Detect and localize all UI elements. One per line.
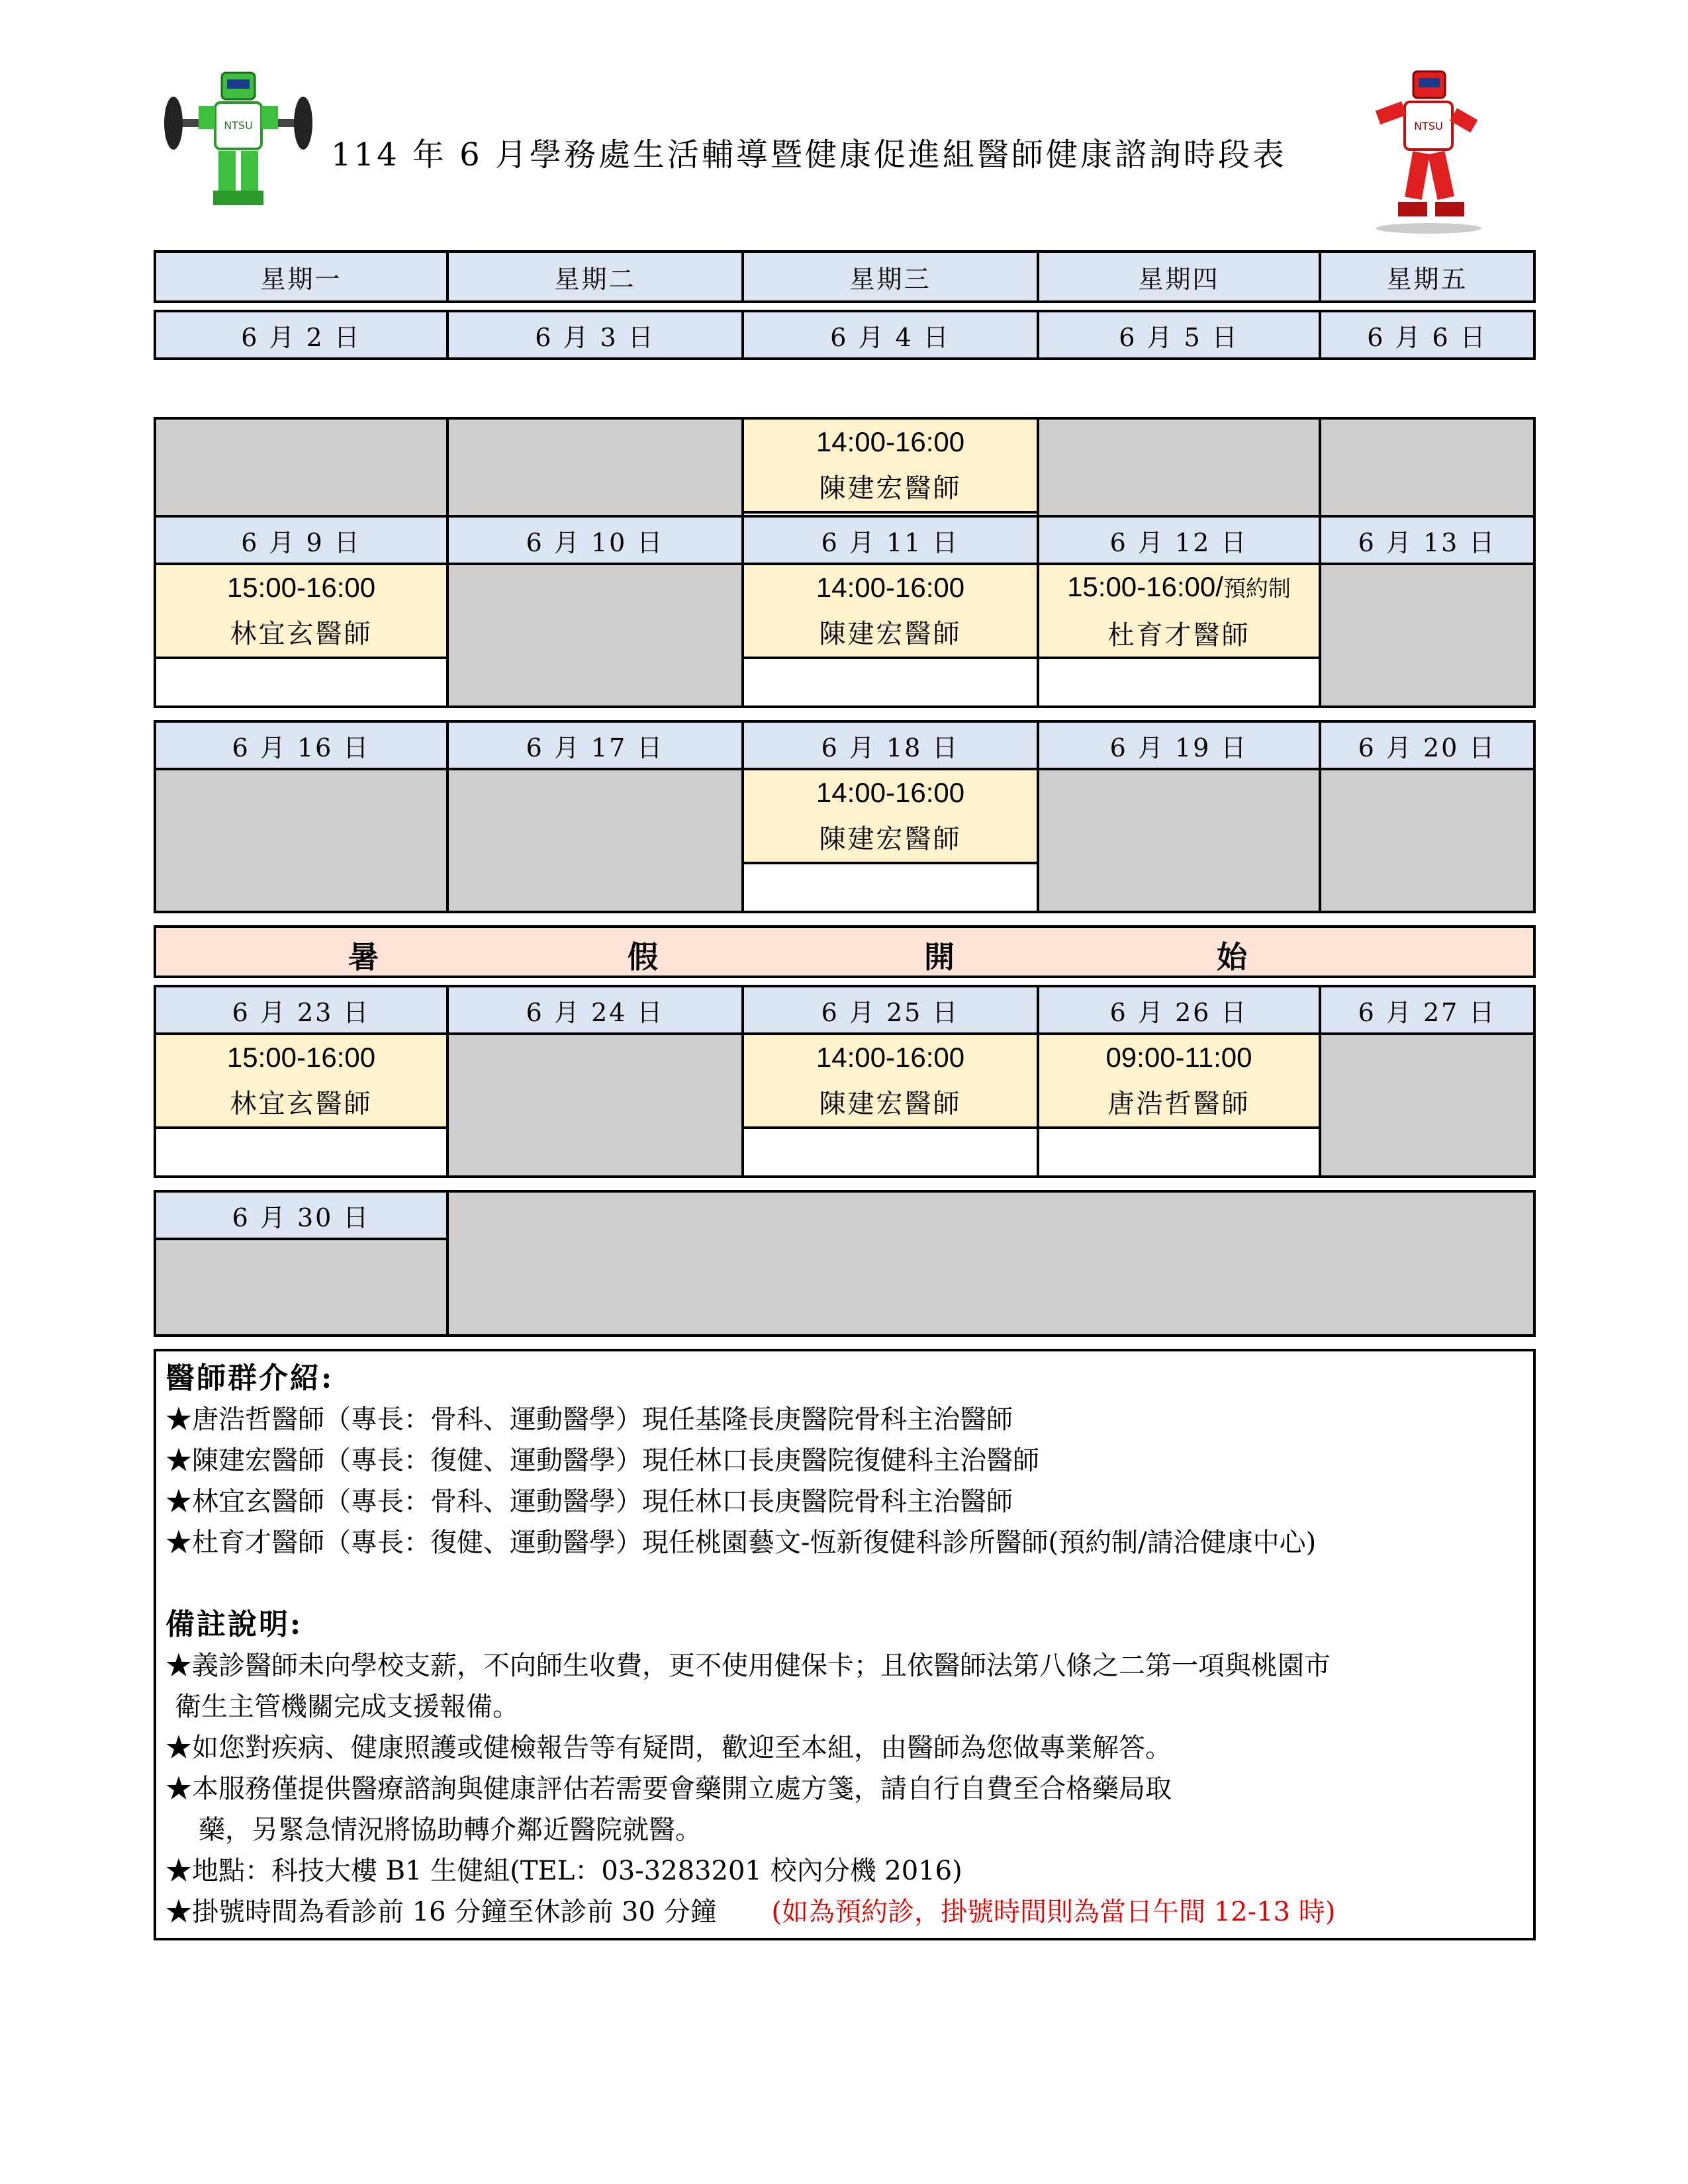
closed-cell bbox=[446, 563, 744, 708]
blank-cell bbox=[154, 657, 449, 708]
consult-slot bbox=[154, 563, 449, 659]
slot-time: 14:00-16:00 bbox=[816, 777, 965, 808]
robot-red-runner-icon bbox=[1350, 66, 1503, 238]
remark-line: ★義診醫師未向學校支薪，不向師生收費，更不使用健保卡；且依醫師法第八條之二第一項與桃園市 bbox=[165, 1651, 1331, 1681]
weekday-header: 星期二 bbox=[446, 250, 744, 303]
banner-char: 假 bbox=[628, 939, 658, 975]
remark-line: 衛生主管機關完成支援報備。 bbox=[175, 1692, 519, 1722]
weekday-header: 星期一 bbox=[154, 250, 449, 303]
banner-char: 暑 bbox=[348, 939, 379, 975]
slot-time: 14:00-16:00 bbox=[816, 1042, 965, 1073]
remark-line: ★如您對疾病、健康照護或健檢報告等有疑問，歡迎至本組，由醫師為您做專業解答。 bbox=[165, 1733, 1172, 1763]
consult-slot bbox=[741, 768, 1039, 864]
consult-slot bbox=[741, 563, 1039, 659]
slot-note: 預約制 bbox=[1223, 575, 1291, 602]
date-cell: 6 月 23 日 bbox=[154, 985, 449, 1035]
weekday-header: 星期三 bbox=[741, 250, 1039, 303]
date-cell: 6 月 17 日 bbox=[446, 720, 744, 770]
doctor-intro: ★唐浩哲醫師（專長：骨科、運動醫學）現任基隆長庚醫院骨科主治醫師 bbox=[165, 1404, 1013, 1435]
date-cell: 6 月 3 日 bbox=[446, 310, 744, 360]
date-cell: 6 月 30 日 bbox=[154, 1190, 449, 1240]
consult-slot bbox=[741, 417, 1039, 514]
slot-doctor: 陳建宏醫師 bbox=[819, 619, 962, 649]
svg-text:NTSU: NTSU bbox=[1414, 120, 1443, 132]
blank-cell bbox=[741, 657, 1039, 708]
robot-green-weightlifter-icon bbox=[159, 66, 318, 218]
consult-slot bbox=[1037, 1032, 1321, 1129]
slot-time: 15:00-16:00 bbox=[226, 572, 376, 603]
blank-cell bbox=[741, 862, 1039, 913]
slot-doctor: 陳建宏醫師 bbox=[819, 824, 962, 854]
notes-section bbox=[154, 1349, 1536, 1940]
date-cell: 6 月 16 日 bbox=[154, 720, 449, 770]
closed-cell bbox=[1319, 1032, 1536, 1178]
doctor-intro: ★林宜玄醫師（專長：骨科、運動醫學）現任林口長庚醫院骨科主治醫師 bbox=[165, 1486, 1013, 1517]
closed-cell bbox=[446, 1032, 744, 1178]
date-cell: 6 月 5 日 bbox=[1037, 310, 1321, 360]
slot-doctor: 林宜玄醫師 bbox=[230, 1089, 373, 1119]
closed-cell bbox=[1319, 563, 1536, 708]
doctors-heading: 醫師群介紹: bbox=[165, 1361, 334, 1395]
blank-cell bbox=[154, 1126, 449, 1178]
slot-time: 15:00-16:00 bbox=[226, 1042, 376, 1073]
consult-slot bbox=[154, 1032, 449, 1129]
slot-time: 09:00-11:00 bbox=[1105, 1042, 1252, 1073]
date-cell: 6 月 18 日 bbox=[741, 720, 1039, 770]
weekday-header: 星期五 bbox=[1319, 250, 1536, 303]
doctor-intro: ★杜育才醫師（專長：復健、運動醫學）現任桃園藝文-恆新復健科診所醫師(預約制/請洽健康中心) bbox=[165, 1527, 1317, 1558]
closed-cell bbox=[446, 1190, 1536, 1337]
slot-time: 15:00-16:00/ bbox=[1067, 570, 1223, 602]
registration-time: ★掛號時間為看診前 16 分鐘至休診前 30 分鐘 bbox=[165, 1897, 717, 1927]
doctor-intro: ★陳建宏醫師（專長：復健、運動醫學）現任林口長庚醫院復健科主治醫師 bbox=[165, 1445, 1039, 1476]
slot-doctor: 杜育才醫師 bbox=[1107, 619, 1250, 651]
date-cell: 6 月 4 日 bbox=[741, 310, 1039, 360]
consult-slot bbox=[741, 1032, 1039, 1129]
closed-cell bbox=[1037, 768, 1321, 913]
appointment-note: (如為預約診，掛號時間則為當日午間 12-13 時) bbox=[771, 1897, 1336, 1927]
date-cell: 6 月 13 日 bbox=[1319, 515, 1536, 565]
blank-cell bbox=[741, 1126, 1039, 1178]
slot-time: 14:00-16:00 bbox=[816, 572, 965, 603]
banner-char: 開 bbox=[924, 939, 955, 975]
date-cell: 6 月 2 日 bbox=[154, 310, 449, 360]
slot-doctor: 林宜玄醫師 bbox=[230, 619, 373, 649]
slot-doctor: 陳建宏醫師 bbox=[819, 1089, 962, 1119]
slot-doctor: 唐浩哲醫師 bbox=[1107, 1089, 1250, 1119]
page-title: 114 年 6 月學務處生活輔導暨健康促進組醫師健康諮詢時段表 bbox=[331, 136, 1287, 173]
date-cell: 6 月 11 日 bbox=[741, 515, 1039, 565]
slot-time: 14:00-16:00 bbox=[816, 426, 965, 457]
date-cell: 6 月 6 日 bbox=[1319, 310, 1536, 360]
date-cell: 6 月 19 日 bbox=[1037, 720, 1321, 770]
remark-line: 藥，另緊急情況將協助轉介鄰近醫院就醫。 bbox=[199, 1815, 702, 1845]
date-cell: 6 月 20 日 bbox=[1319, 720, 1536, 770]
closed-cell bbox=[1319, 768, 1536, 913]
closed-cell bbox=[154, 1238, 449, 1337]
svg-text:NTSU: NTSU bbox=[224, 119, 253, 132]
date-cell: 6 月 10 日 bbox=[446, 515, 744, 565]
date-cell: 6 月 25 日 bbox=[741, 985, 1039, 1035]
blank-cell bbox=[1037, 1126, 1321, 1178]
closed-cell bbox=[446, 768, 744, 913]
closed-cell bbox=[154, 768, 449, 913]
date-cell: 6 月 9 日 bbox=[154, 515, 449, 565]
date-cell: 6 月 26 日 bbox=[1037, 985, 1321, 1035]
date-cell: 6 月 12 日 bbox=[1037, 515, 1321, 565]
summer-break-banner bbox=[154, 925, 1536, 978]
weekday-header: 星期四 bbox=[1037, 250, 1321, 303]
consult-slot bbox=[1037, 563, 1321, 659]
blank-cell bbox=[1037, 657, 1321, 708]
weekday-header-row bbox=[154, 250, 1536, 303]
remarks-heading: 備註說明: bbox=[165, 1608, 303, 1641]
banner-char: 始 bbox=[1217, 939, 1247, 975]
remark-line bbox=[165, 1891, 1524, 1933]
remark-line: ★本服務僅提供醫療諮詢與健康評估若需要會藥開立處方箋，請自行自費至合格藥局取 bbox=[165, 1774, 1172, 1804]
date-cell: 6 月 24 日 bbox=[446, 985, 744, 1035]
remark-line: ★地點：科技大樓 B1 生健組(TEL：03-3283201 校內分機 2016) bbox=[165, 1856, 962, 1886]
slot-doctor: 陳建宏醫師 bbox=[819, 473, 962, 504]
date-cell: 6 月 27 日 bbox=[1319, 985, 1536, 1035]
